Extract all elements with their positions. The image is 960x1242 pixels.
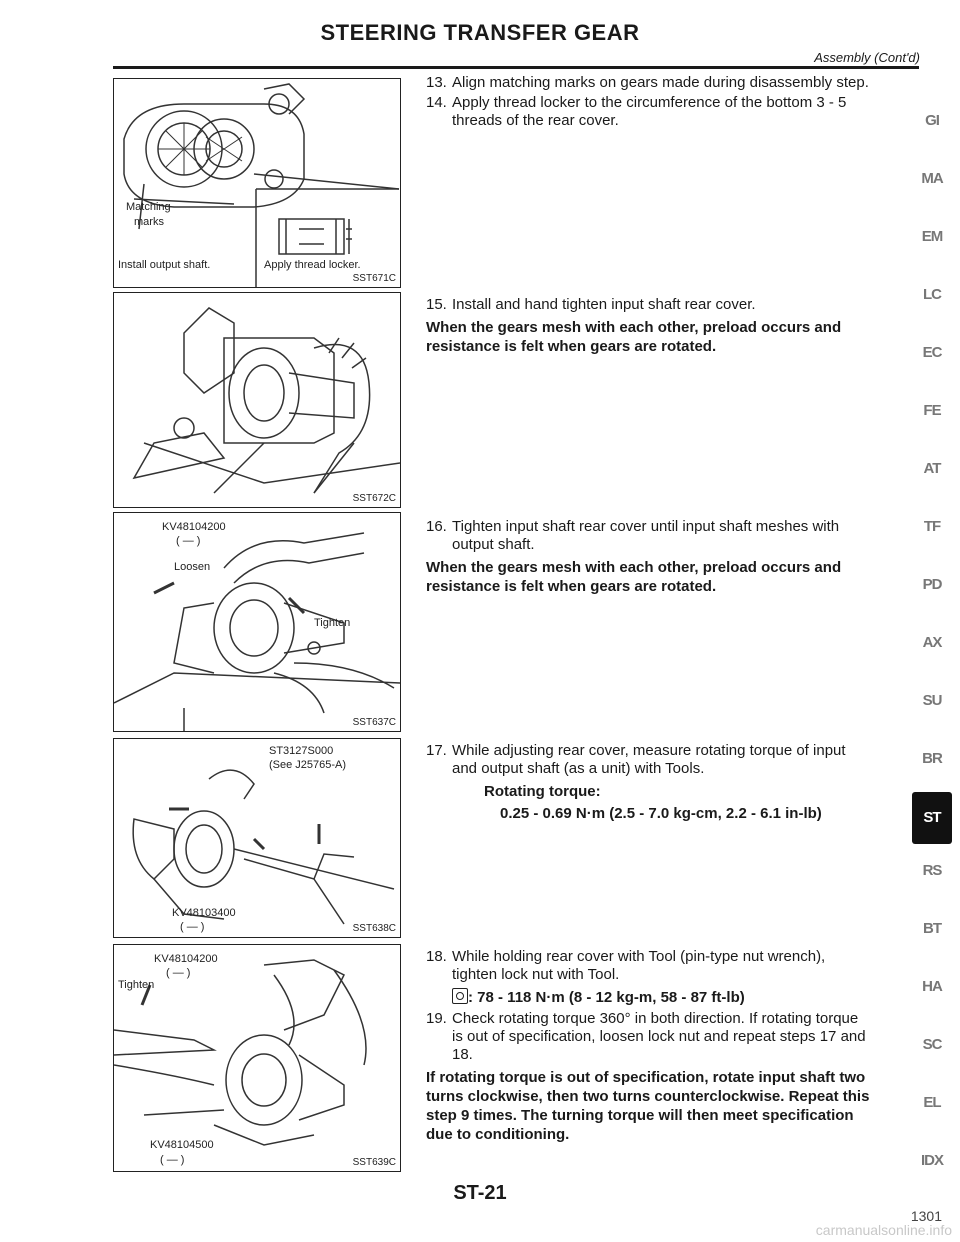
side-tab-pd[interactable]: PD <box>922 576 942 593</box>
step-15 <box>426 296 756 314</box>
step-number: 17. <box>426 742 447 759</box>
step-18 <box>426 948 825 966</box>
side-tab-ma[interactable]: MA <box>921 170 943 187</box>
page-index-number: 1301 <box>910 1208 942 1224</box>
step-text: Check rotating torque 360° in both direction. If rotating torque <box>452 1010 859 1027</box>
step-number: 18. <box>426 948 447 965</box>
side-tab-ec[interactable]: EC <box>922 344 942 361</box>
label-tool-paren: ( — ) <box>176 535 201 547</box>
side-tab-tf[interactable]: TF <box>923 518 941 535</box>
step-number: 13. <box>426 74 447 91</box>
gear-housing-illustration <box>114 79 400 287</box>
side-tab-su[interactable]: SU <box>922 692 942 709</box>
lock-nut-torque <box>452 988 745 1007</box>
step-16-note-2: resistance is felt when gears are rotated. <box>426 578 717 595</box>
label-tool-kv48104200: KV48104200 <box>154 953 218 965</box>
page-title: STEERING TRANSFER GEAR <box>320 20 640 45</box>
side-tab-ha[interactable]: HA <box>922 978 942 995</box>
side-tab-st-active[interactable]: ST <box>912 792 952 844</box>
side-tab-sc[interactable]: SC <box>922 1036 942 1053</box>
rotating-torque-value: 0.25 - 0.69 N·m (2.5 - 7.0 kg-cm, 2.2 - 6.1 in-lb) <box>500 805 822 822</box>
figure-code: SST637C <box>352 717 396 728</box>
label-tool-kv48104200: KV48104200 <box>162 521 226 533</box>
figure-install-output-shaft <box>113 78 401 288</box>
label-tool-st3127s000: ST3127S000 <box>269 745 334 757</box>
label-tool-paren: ( — ) <box>166 967 191 979</box>
side-tab-at[interactable]: AT <box>923 460 941 477</box>
side-tab-br[interactable]: BR <box>922 750 942 767</box>
figure-code: SST671C <box>352 273 396 284</box>
final-note-1: If rotating torque is out of specification, rotate input shaft two <box>426 1069 866 1086</box>
figure-rear-cover-install <box>113 292 401 508</box>
wrench-illustration <box>114 513 400 731</box>
label-tool-kv48104500: KV48104500 <box>150 1139 214 1151</box>
label-tool-kv48103400: KV48103400 <box>172 907 236 919</box>
step-19 <box>426 1010 858 1028</box>
step-18-cont: tighten lock nut with Tool. <box>452 966 620 983</box>
side-tab-rs[interactable]: RS <box>922 862 942 879</box>
figure-lock-nut <box>113 944 401 1172</box>
step-text: Align matching marks on gears made during disassembly step. <box>452 74 869 91</box>
figure-loosen-tighten <box>113 512 401 732</box>
label-matching: Matching <box>126 201 171 213</box>
step-17 <box>426 742 846 760</box>
label-apply-thread-locker: Apply thread locker. <box>264 259 361 271</box>
figure-code: SST639C <box>352 1157 396 1168</box>
page-number: ST-21 <box>453 1182 507 1204</box>
rear-cover-illustration <box>114 293 400 507</box>
figure-rotating-torque <box>113 738 401 938</box>
step-14 <box>426 94 846 112</box>
rotating-torque-label: Rotating torque: <box>484 783 601 800</box>
label-tighten: Tighten <box>118 979 155 991</box>
step-text: Tighten input shaft rear cover until input shaft meshes with <box>452 518 840 535</box>
label-marks: marks <box>134 216 164 228</box>
label-tool-paren: ( — ) <box>180 921 205 933</box>
step-16-cont: output shaft. <box>452 536 535 553</box>
side-tab-ax[interactable]: AX <box>922 634 942 651</box>
step-text: While adjusting rear cover, measure rotating torque of input <box>452 742 846 759</box>
side-tab-idx[interactable]: IDX <box>920 1152 943 1169</box>
step-19-cont-2: 18. <box>452 1046 473 1063</box>
section-subtitle: Assembly (Cont'd) <box>814 50 920 65</box>
torque-wrench-icon <box>452 988 468 1004</box>
lock-nut-illustration <box>114 945 400 1171</box>
torque-spec: : 78 - 118 N·m (8 - 12 kg-m, 58 - 87 ft-lb) <box>468 989 745 1006</box>
final-note-3: step 9 times. The turning torque will then meet specification <box>426 1107 854 1124</box>
step-15-note-1: When the gears mesh with each other, preload occurs and <box>426 319 842 336</box>
label-loosen: Loosen <box>174 561 211 573</box>
step-text: Install and hand tighten input shaft rear cover. <box>452 296 756 313</box>
label-install-output-shaft: Install output shaft. <box>118 259 211 271</box>
figure-code: SST672C <box>352 493 396 504</box>
figure-code: SST638C <box>352 923 396 934</box>
side-tab-fe[interactable]: FE <box>923 402 941 419</box>
side-tab-el[interactable]: EL <box>923 1094 941 1111</box>
label-tighten: Tighten <box>314 617 351 629</box>
step-number: 15. <box>426 296 447 313</box>
step-17-cont: and output shaft (as a unit) with Tools. <box>452 760 705 777</box>
header-rule <box>113 66 919 69</box>
step-14-cont: threads of the rear cover. <box>452 112 619 129</box>
final-note-2: turns clockwise, then two turns counterclockwise. Repeat this <box>426 1088 870 1105</box>
side-tab-bt[interactable]: BT <box>923 920 941 937</box>
step-text: While holding rear cover with Tool (pin-type nut wrench), <box>452 948 826 965</box>
side-tab-lc[interactable]: LC <box>923 286 941 303</box>
side-tab-gi[interactable]: GI <box>925 112 939 129</box>
step-19-cont-1: is out of specification, loosen lock nut and repeat steps 17 and <box>452 1028 866 1045</box>
watermark: carmanualsonline.info <box>815 1222 952 1238</box>
step-number: 19. <box>426 1010 447 1027</box>
side-tab-em[interactable]: EM <box>921 228 943 245</box>
step-15-note-2: resistance is felt when gears are rotated. <box>426 338 717 355</box>
step-number: 16. <box>426 518 447 535</box>
step-number: 14. <box>426 94 447 111</box>
step-text: Apply thread locker to the circumference of the bottom 3 - 5 <box>452 94 847 111</box>
step-16-note-1: When the gears mesh with each other, preload occurs and <box>426 559 842 576</box>
step-13 <box>426 74 869 92</box>
step-16 <box>426 518 839 536</box>
label-see-j25765a: (See J25765-A) <box>269 759 347 771</box>
final-note-4: due to conditioning. <box>426 1126 570 1143</box>
label-tool-paren: ( — ) <box>160 1154 185 1166</box>
torque-wrench-illustration <box>114 739 400 937</box>
